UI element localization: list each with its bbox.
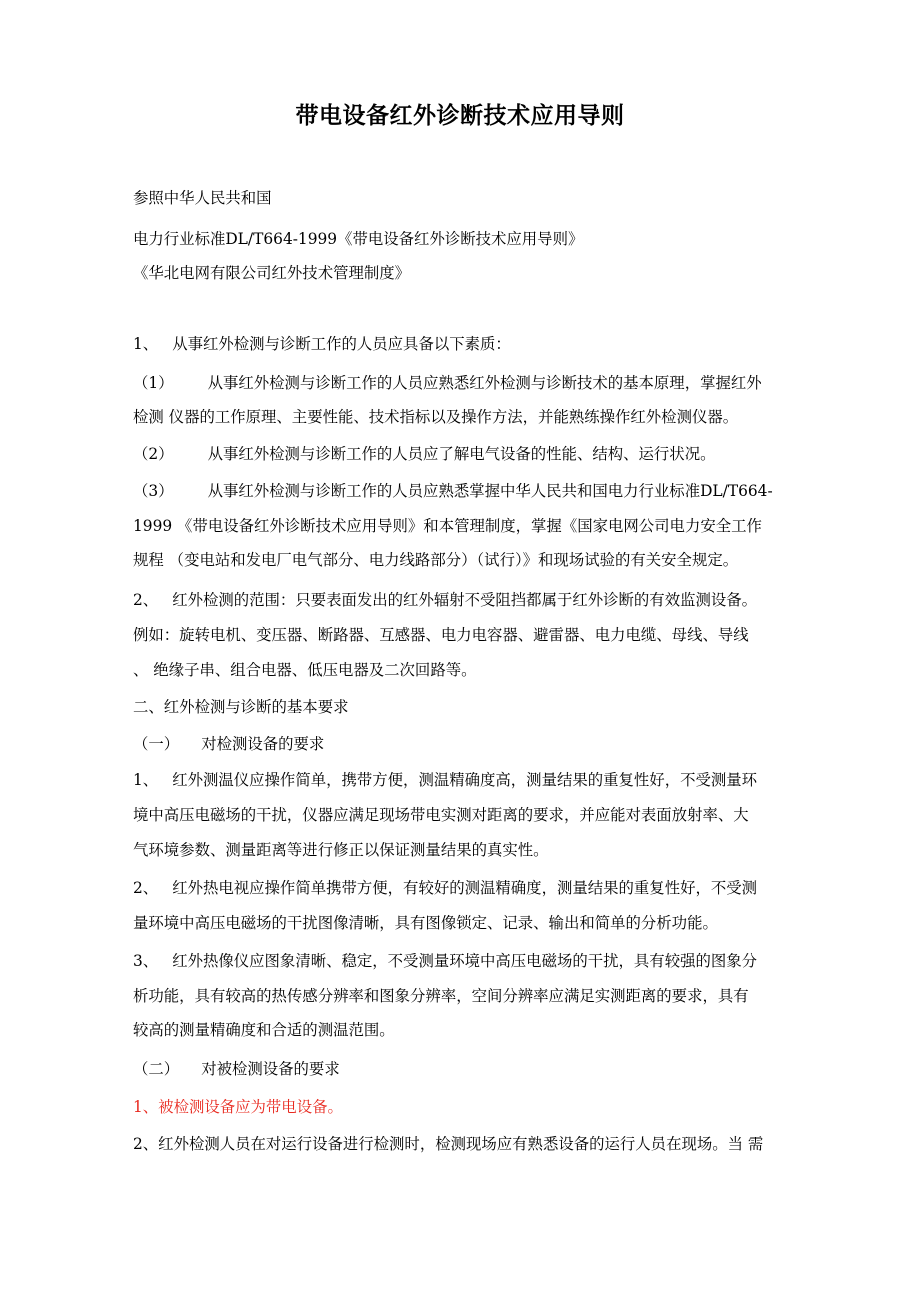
section-1-heading: [133, 333, 813, 355]
item-number: （1）: [133, 374, 174, 392]
section-2-line-2: 例如：旋转电机、变压器、断路器、互感器、电力电容器、避雷器、电力电缆、母线、导线: [133, 626, 749, 644]
requirement-1-line-1: [133, 769, 813, 791]
item-text: 从事红外检测与诊断工作的人员应熟悉掌握中华人民共和国电力行业标准DL/T664-: [207, 482, 773, 500]
reference-line: 《华北电网有限公司红外技术管理制度》: [133, 264, 411, 282]
subsection-2-heading: [133, 1058, 813, 1080]
section-2-line-1: [133, 589, 813, 611]
section-2-line-3: 、 绝缘子串、组合电器、低压电器及二次回路等。: [133, 661, 477, 679]
subsection-text: 对被检测设备的要求: [201, 1060, 340, 1078]
item-number: （2）: [133, 445, 174, 463]
part-2-heading: 二、红外检测与诊断的基本要求: [133, 698, 349, 716]
requirement-number: 2、: [133, 879, 159, 897]
requirement-1-line-3: 气环境参数、测量距离等进行修正以保证测量结果的真实性。: [133, 841, 549, 859]
requirement-number: 3、: [133, 952, 159, 970]
requirement-text: 红外测温仪应操作简单，携带方便，测温精确度高，测量结果的重复性好，不受测量环: [172, 771, 758, 789]
item-2: [133, 443, 813, 465]
item-1-line-1: [133, 372, 813, 394]
requirement-text: 红外热像仪应图象清晰、稳定，不受测量环境中高压电磁场的干扰，具有较强的图象分: [172, 952, 758, 970]
section-number: 1、: [133, 335, 159, 353]
section-number: 2、: [133, 591, 159, 609]
document-title: 带电设备红外诊断技术应用导则: [295, 103, 625, 129]
item-1-line-2: 检测 仪器的工作原理、主要性能、技术指标以及操作方法，并能熟练操作红外检测仪器。: [133, 408, 739, 426]
item-text: 从事红外检测与诊断工作的人员应了解电气设备的性能、结构、运行状况。: [207, 445, 716, 463]
reference-line: 电力行业标准DL/T664-1999《带电设备红外诊断技术应用导则》: [133, 230, 584, 248]
section-heading-text: 从事红外检测与诊断工作的人员应具备以下素质：: [172, 335, 511, 353]
requirement-text: 红外热电视应操作简单携带方便，有较好的测温精确度，测量结果的重复性好，不受测: [172, 879, 758, 897]
requirement-3-line-1: [133, 950, 813, 972]
subsection-text: 对检测设备的要求: [201, 735, 325, 753]
item-text: 从事红外检测与诊断工作的人员应熟悉红外检测与诊断技术的基本原理，掌握红外: [207, 374, 762, 392]
subsection-number: （二）: [133, 1060, 180, 1078]
subsection-1-heading: [133, 733, 813, 755]
section-text: 红外检测的范围：只要表面发出的红外辐射不受阻挡都属于红外诊断的有效监测设备。: [172, 591, 758, 609]
item-3-line-1: [133, 480, 813, 502]
reference-line: 参照中华人民共和国: [133, 189, 272, 207]
requirement-2-line-1: [133, 877, 813, 899]
requirement-2-line-2: 量环境中高压电磁场的干扰图像清晰，具有图像锁定、记录、输出和简单的分析功能。: [133, 914, 718, 932]
requirement-number: 1、: [133, 771, 159, 789]
subsection-number: （一）: [133, 735, 180, 753]
requirement-3-line-3: 较高的测量精确度和合适的测温范围。: [133, 1021, 395, 1039]
highlighted-requirement: 1、被检测设备应为带电设备。: [133, 1098, 343, 1116]
item-3-line-3: 规程 （变电站和发电厂电气部分、电力线路部分）（试行）》和现场试验的有关安全规定。: [133, 551, 739, 569]
final-line: 2、红外检测人员在对运行设备进行检测时，检测现场应有熟悉设备的运行人员在现场。当 需: [133, 1135, 764, 1153]
requirement-3-line-2: 析功能，具有较高的热传感分辨率和图象分辨率，空间分辨率应满足实测距离的要求，具有: [133, 987, 749, 1005]
item-3-line-2: 1999 《带电设备红外诊断技术应用导则》和本管理制度，掌握《国家电网公司电力安全工作: [133, 517, 762, 535]
item-number: （3）: [133, 482, 174, 500]
requirement-1-line-2: 境中高压电磁场的干扰，仪器应满足现场带电实测对距离的要求，并应能对表面放射率、大: [133, 806, 749, 824]
